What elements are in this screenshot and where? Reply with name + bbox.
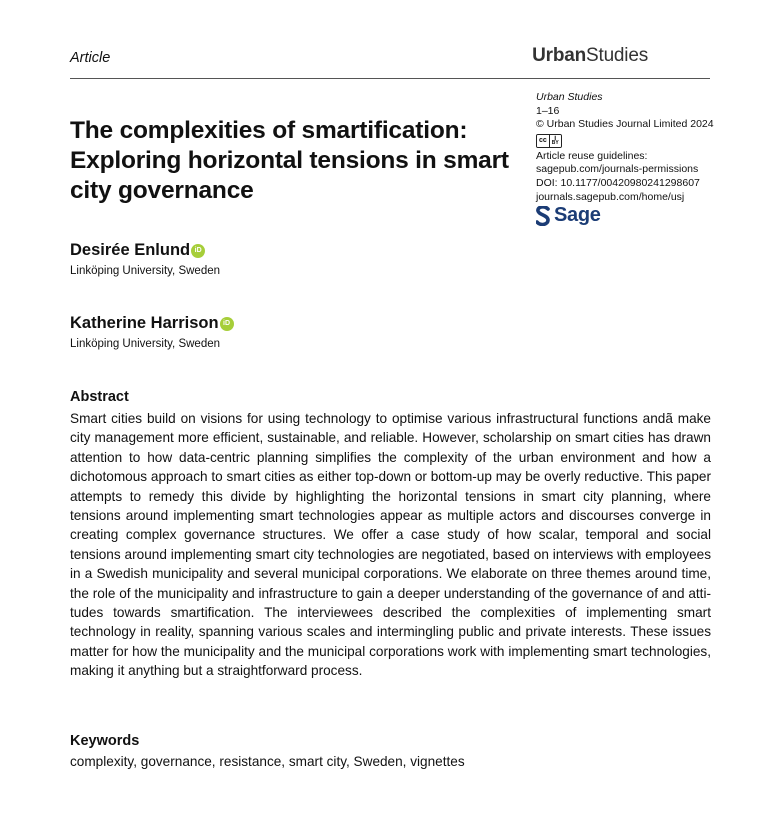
orcid-icon[interactable]: iD bbox=[220, 317, 234, 331]
cc-by-text: BY bbox=[551, 139, 559, 146]
orcid-icon[interactable]: iD bbox=[191, 244, 205, 258]
cc-by-license-icon[interactable] bbox=[536, 134, 562, 148]
keywords-heading: Keywords bbox=[70, 733, 140, 749]
meta-reuse-label: Article reuse guidelines: bbox=[536, 149, 648, 162]
meta-doi[interactable]: DOI: 10.1177/00420980241298607 bbox=[536, 176, 700, 189]
paper-title: The complexities of smartification: Exploring horizontal tensions in smart city governance bbox=[70, 117, 509, 204]
article-type-label: Article bbox=[70, 50, 111, 66]
sage-logo-text: Sage bbox=[554, 204, 601, 227]
abstract-heading: Abstract bbox=[70, 389, 129, 405]
author-name: Desirée Enlund bbox=[70, 241, 191, 259]
author-name: Katherine Harrison bbox=[70, 314, 219, 332]
author-2 bbox=[70, 314, 234, 333]
journal-brand-light: Studies bbox=[586, 45, 648, 66]
keywords-list: complexity, governance, resistance, smart city, Sweden, vignettes bbox=[70, 754, 465, 769]
journal-brand-bold: Urban bbox=[532, 45, 587, 66]
cc-attribution-icon: i bbox=[554, 134, 557, 142]
sage-publisher-logo bbox=[536, 206, 726, 226]
meta-journal-link[interactable]: journals.sagepub.com/home/usj bbox=[536, 190, 685, 203]
cc-label: cc bbox=[537, 135, 549, 147]
publication-meta bbox=[536, 91, 726, 226]
author-1-affiliation: Linköping University, Sweden bbox=[70, 265, 221, 277]
sage-logo-icon bbox=[536, 206, 550, 226]
author-2-affiliation: Linköping University, Sweden bbox=[70, 338, 221, 350]
author-1 bbox=[70, 241, 205, 260]
meta-copyright: © Urban Studies Journal Limited 2024 bbox=[536, 118, 714, 131]
header-divider bbox=[70, 78, 710, 79]
abstract-text: Smart cities build on visions for using technology to optimise various infrastructural functions andã make city management more efficient, sustainable, and reliable. However, scholarship on smart cities has drawn attention to how data-centric planning simplifies the complexity of the urban environment and how a dichotomous approach to smart cities as either top-down or bottom-up may be overly reductive. This paper attempts to remedy this divide by highlighting the horizontal tensions in smart city planning, where tensions around implementing smart technologies appear as multiple actors and discourses converge in creating complex governance structures. We offer a case study of how scalar, temporal and social tensions around implementing smart city technologies are negotiated, based on interviews with employees in a Swedish municipality and several municipal corporations. We elaborate on three themes around time, the role of the municipality and infrastructure to gain a deeper understanding of the governance of and attitudes towards smartification. The interviewees described the complexities of implementing smart technology in reality, spanning various scales and intermingling public and private interests. These issues matter for how the municipality and the municipal corporations work with implementing smart technologies, making it anything but a straightforward process. bbox=[70, 411, 711, 679]
cc-by-label bbox=[549, 135, 561, 147]
meta-pages: 1–16 bbox=[536, 104, 560, 117]
journal-brand-logo bbox=[532, 45, 648, 67]
meta-journal: Urban Studies bbox=[536, 91, 603, 103]
meta-reuse-link[interactable]: sagepub.com/journals-permissions bbox=[536, 163, 699, 176]
